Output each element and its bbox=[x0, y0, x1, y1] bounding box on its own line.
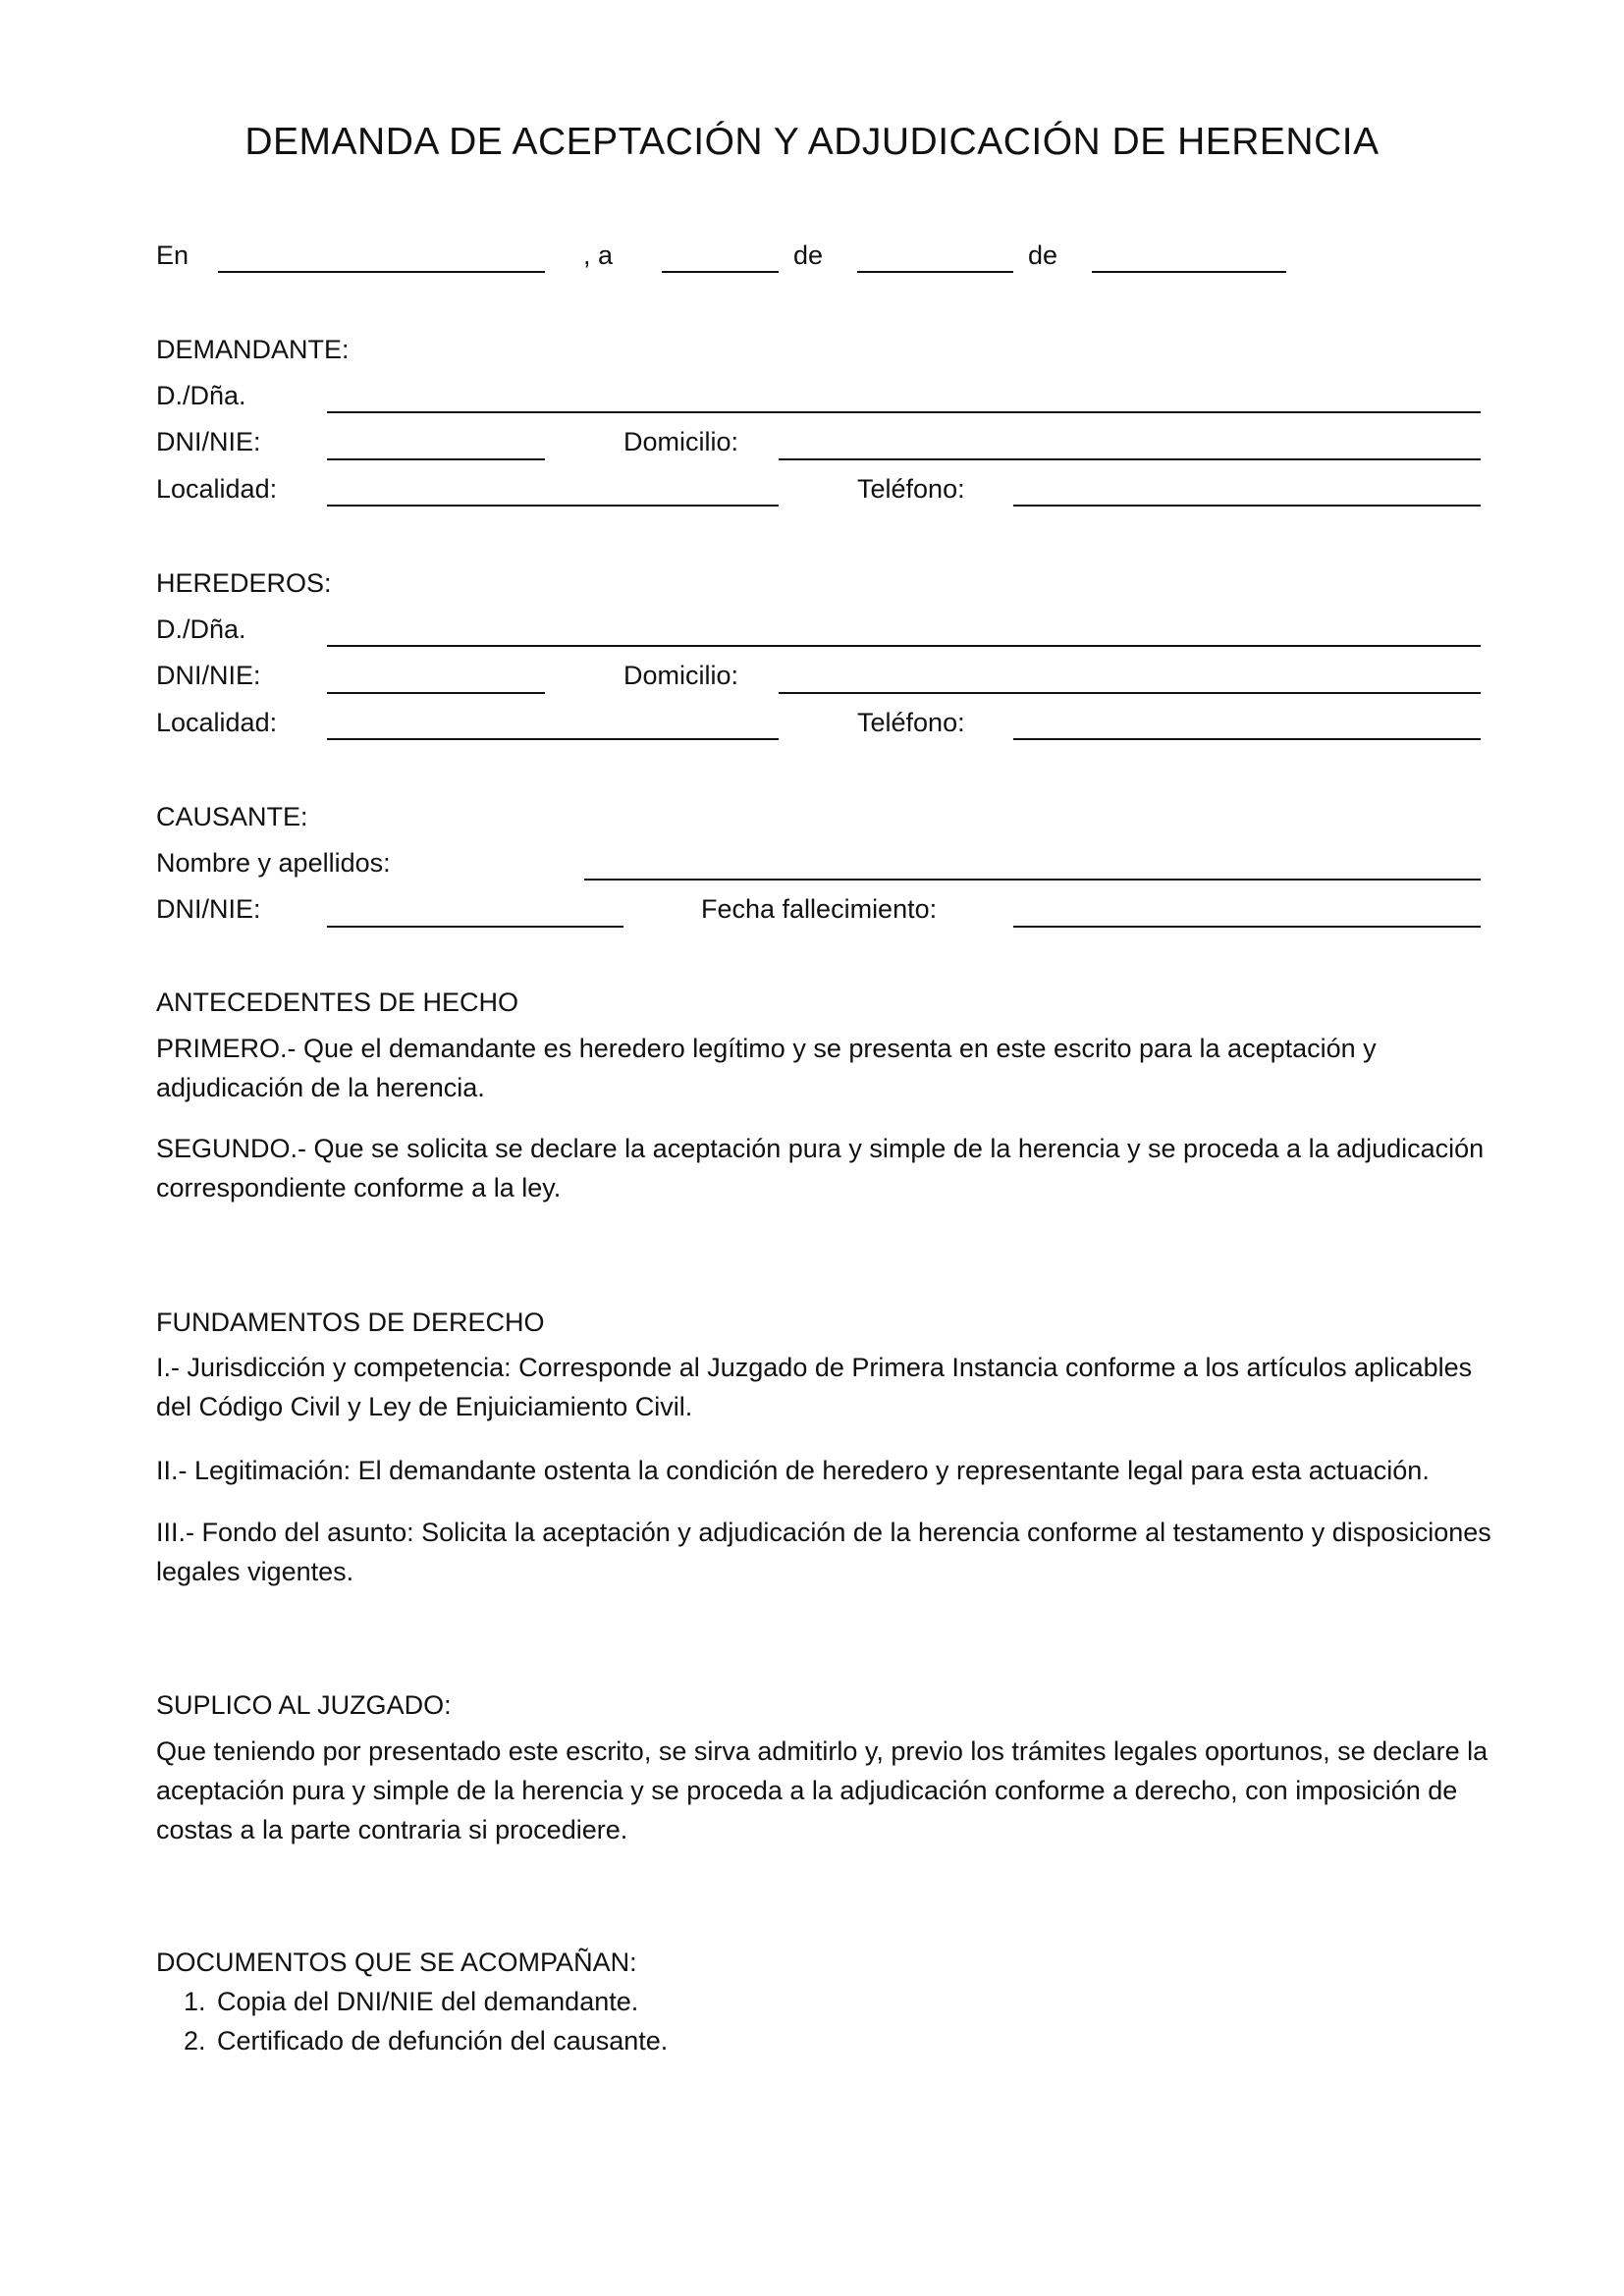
fundamentos-fondo: III.- Fondo del asunto: Solicita la aceptación y adjudicación de la herencia conforme al testamento y disposiciones legales vigentes. bbox=[156, 1518, 1491, 1586]
herederos-name-field[interactable] bbox=[327, 645, 1481, 647]
demandante-telefono-field[interactable] bbox=[1013, 505, 1481, 507]
causante-name-field[interactable] bbox=[584, 879, 1481, 881]
demandante-localidad-field[interactable] bbox=[327, 505, 779, 507]
herederos-name-label: D./Dña. bbox=[156, 614, 246, 644]
date-en-label: En bbox=[156, 240, 189, 270]
date-a-label: , a bbox=[583, 240, 614, 270]
date-year-field[interactable] bbox=[1092, 271, 1286, 273]
demandante-dni-field[interactable] bbox=[327, 458, 545, 460]
documentos-item-dni: 1. Copia del DNI/NIE del demandante. bbox=[213, 1982, 668, 2021]
antecedentes-primero: PRIMERO.- Que el demandante es heredero legítimo y se presenta en este escrito para la aceptación y adjudicación de la herencia. bbox=[156, 1034, 1377, 1102]
fundamentos-jurisdiccion: I.- Jurisdicción y competencia: Corresponde al Juzgado de Primera Instancia conforme a los artículos aplicables del Código Civil y Ley de Enjuiciamiento Civil. bbox=[156, 1353, 1473, 1421]
antecedentes-heading: ANTECEDENTES DE HECHO bbox=[156, 988, 519, 1017]
demandante-telefono-label: Teléfono: bbox=[857, 474, 965, 504]
causante-dni-field[interactable] bbox=[327, 926, 623, 928]
date-de2-label: de bbox=[1028, 240, 1058, 270]
date-month-field[interactable] bbox=[857, 271, 1013, 273]
date-day-field[interactable] bbox=[662, 271, 779, 273]
fundamentos-legitimacion: II.- Legitimación: El demandante ostenta la condición de heredero y representante legal para esta actuación. bbox=[156, 1456, 1430, 1485]
herederos-telefono-field[interactable] bbox=[1013, 738, 1481, 740]
herederos-localidad-field[interactable] bbox=[327, 738, 779, 740]
demandante-dni-label: DNI/NIE: bbox=[156, 427, 261, 456]
demandante-domicilio-field[interactable] bbox=[779, 458, 1481, 460]
herederos-telefono-label: Teléfono: bbox=[857, 708, 965, 737]
demandante-name-field[interactable] bbox=[327, 411, 1481, 413]
date-place-field[interactable] bbox=[218, 271, 545, 273]
demandante-localidad-label: Localidad: bbox=[156, 474, 278, 504]
document-title: DEMANDA DE ACEPTACIÓN Y ADJUDICACIÓN DE HERENCIA bbox=[244, 121, 1380, 163]
herederos-domicilio-label: Domicilio: bbox=[623, 661, 739, 690]
demandante-domicilio-label: Domicilio: bbox=[623, 427, 739, 456]
antecedentes-segundo: SEGUNDO.- Que se solicita se declare la aceptación pura y simple de la herencia y se proceda a la adjudicación correspondiente conforme a la ley. bbox=[156, 1134, 1485, 1202]
causante-fecha-label: Fecha fallecimiento: bbox=[701, 894, 938, 924]
demandante-name-label: D./Dña. bbox=[156, 381, 246, 410]
suplico-heading: SUPLICO AL JUZGADO: bbox=[156, 1690, 452, 1720]
documentos-item-defuncion: 2. Certificado de defunción del causante. bbox=[213, 2021, 668, 2060]
demandante-heading: DEMANDANTE: bbox=[156, 335, 350, 364]
causante-name-label: Nombre y apellidos: bbox=[156, 848, 391, 878]
herederos-heading: HEREDEROS: bbox=[156, 568, 332, 598]
date-de1-label: de bbox=[793, 240, 824, 270]
suplico-paragraph: Que teniendo por presentado este escrito, se sirva admitirlo y, previo los trámites legales oportunos, se declare la aceptación pura y simple de la herencia y se proceda a la adjudicación conforme a derecho, con imposición de costas a la parte contraria si procediere. bbox=[156, 1736, 1489, 1844]
herederos-dni-label: DNI/NIE: bbox=[156, 661, 261, 690]
documentos-heading: DOCUMENTOS QUE SE ACOMPAÑAN: bbox=[156, 1948, 637, 1977]
documentos-list bbox=[156, 1982, 668, 2060]
causante-heading: CAUSANTE: bbox=[156, 802, 308, 831]
herederos-dni-field[interactable] bbox=[327, 692, 545, 694]
causante-fecha-field[interactable] bbox=[1013, 926, 1481, 928]
fundamentos-heading: FUNDAMENTOS DE DERECHO bbox=[156, 1308, 545, 1337]
herederos-localidad-label: Localidad: bbox=[156, 708, 278, 737]
causante-dni-label: DNI/NIE: bbox=[156, 894, 261, 924]
herederos-domicilio-field[interactable] bbox=[779, 692, 1481, 694]
